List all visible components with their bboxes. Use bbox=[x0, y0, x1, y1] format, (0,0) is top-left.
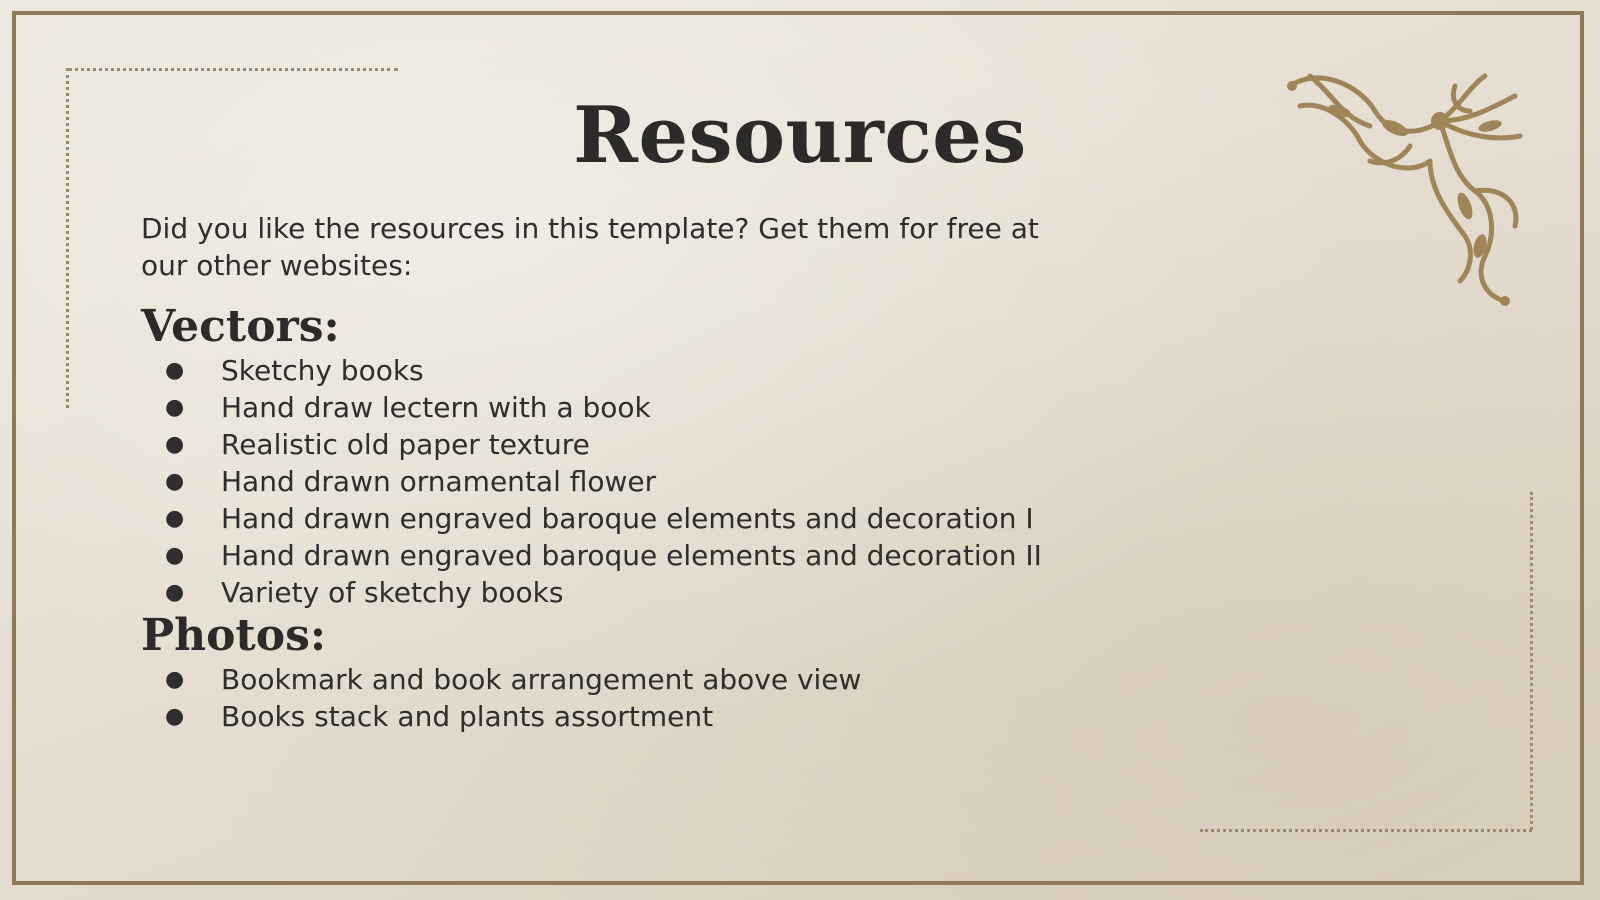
vectors-heading: Vectors: bbox=[141, 301, 340, 352]
bullet-icon: ● bbox=[165, 704, 185, 729]
resource-link[interactable]: Realistic old paper texture bbox=[221, 428, 590, 461]
resource-link[interactable]: Hand drawn engraved baroque elements and decoration II bbox=[221, 539, 1042, 572]
intro-text: Did you like the resources in this template? Get them for free at our other websites: bbox=[141, 212, 1039, 282]
bullet-icon: ● bbox=[165, 469, 185, 494]
list-item bbox=[141, 426, 1081, 463]
list-item bbox=[141, 698, 1081, 735]
bullet-icon: ● bbox=[165, 667, 185, 692]
list-item bbox=[141, 500, 1081, 537]
dotted-line-bottom bbox=[1200, 829, 1532, 832]
bullet-icon: ● bbox=[165, 395, 185, 420]
photos-heading: Photos: bbox=[141, 610, 327, 661]
photos-list bbox=[141, 661, 1081, 735]
list-item bbox=[141, 661, 1081, 698]
resource-link[interactable]: Hand drawn engraved baroque elements and decoration I bbox=[221, 502, 1034, 535]
resource-link[interactable]: Books stack and plants assortment bbox=[221, 700, 714, 733]
resource-link[interactable]: Bookmark and book arrangement above view bbox=[221, 663, 862, 696]
bullet-icon: ● bbox=[165, 358, 185, 383]
list-item bbox=[141, 463, 1081, 500]
list-item bbox=[141, 574, 1081, 611]
resource-link[interactable]: Hand draw lectern with a book bbox=[221, 391, 651, 424]
resource-link[interactable]: Sketchy books bbox=[221, 354, 424, 387]
list-item bbox=[141, 389, 1081, 426]
resource-link[interactable]: Hand drawn ornamental flower bbox=[221, 465, 657, 498]
slide-title: Resources bbox=[573, 90, 1027, 181]
list-item bbox=[141, 537, 1081, 574]
dotted-line-right bbox=[1530, 492, 1533, 830]
bullet-icon: ● bbox=[165, 506, 185, 531]
list-item bbox=[141, 352, 1081, 389]
resources-content bbox=[141, 210, 1081, 735]
resource-link[interactable]: Variety of sketchy books bbox=[221, 576, 564, 609]
bullet-icon: ● bbox=[165, 543, 185, 568]
bullet-icon: ● bbox=[165, 432, 185, 457]
dotted-line-top bbox=[68, 68, 398, 71]
vectors-list bbox=[141, 352, 1081, 611]
bullet-icon: ● bbox=[165, 580, 185, 605]
